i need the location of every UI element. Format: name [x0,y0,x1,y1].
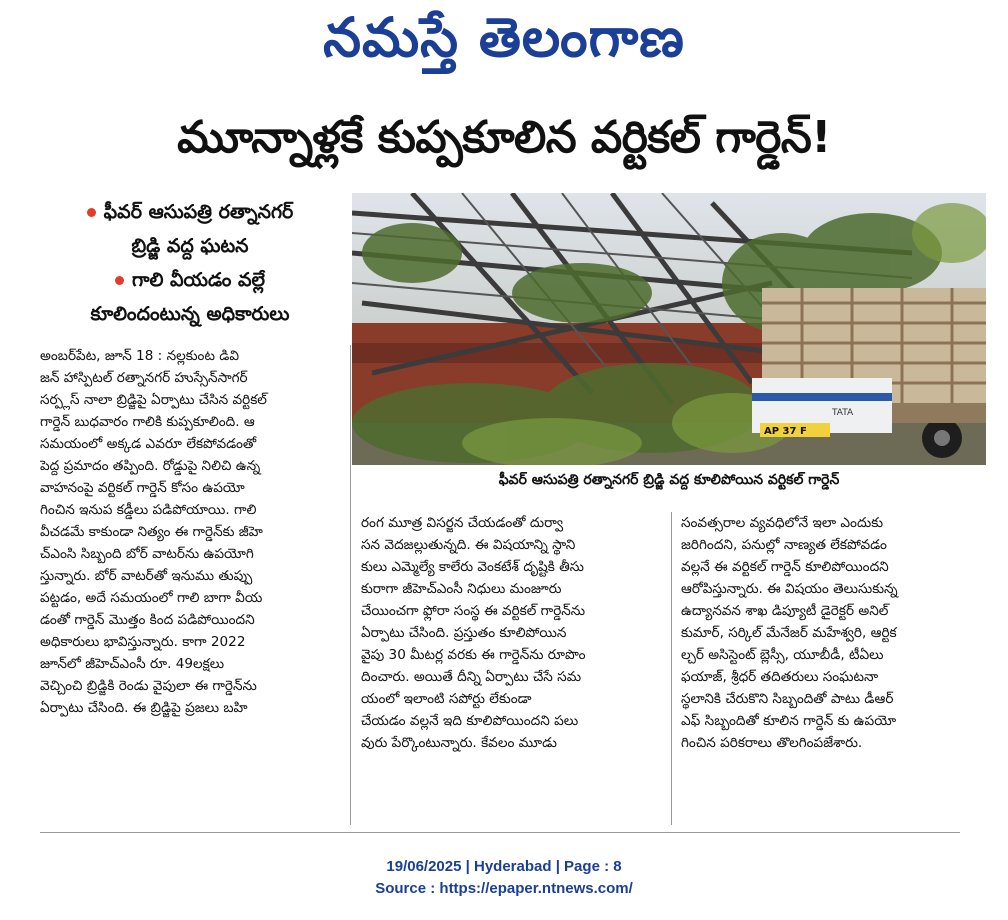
article-line: ఆరోపిస్తున్నారు. ఈ విషయం తెలుసుకున్న [681,581,898,597]
bullet-dot-icon [115,276,124,285]
article-column-3 [681,512,991,754]
article-line: వాహనంపై వర్టికల్ గార్డెన్ కోసం ఉపయో [40,480,245,496]
news-photo [352,193,986,465]
article-line: అధికారులు భావిస్తున్నారు. కాగా 2022 [40,634,246,650]
article-line: కురాగా జీహెచ్‌ఎంసీ నిధులు మంజూరు [361,581,562,597]
article-line: ఫయాజ్, శ్రీధర్ తదితరులు సంఘటనా [681,669,879,685]
article-line: రంగ మూత్ర విసర్జన చేయడంతో దుర్వా [361,515,564,531]
article-line: డంతో గార్డెన్ మొత్తం కింద పడిపోయిందని [40,612,255,628]
article-line: వల్లనే ఈ వర్టికల్ గార్డెన్ కూలిపోయిందని [681,559,889,575]
article-line: ల్చర్ అసిస్టెంట్ బ్లెస్సీ, యూబీడీ, టీఏలు [681,647,884,663]
article-line: ఏర్పాటు చేసింది. ప్రస్తుతం కూలిపోయిన [361,625,567,641]
bullet-item [40,263,340,331]
article-line: జరిగిందని, పనుల్లో నాణ్యత లేకపోవడం [681,537,887,553]
article-line: స్థలానికి చేరుకొని సిబ్బందితో పాటు డీఆర్ [681,691,894,707]
headline [0,100,1008,186]
article-line: జూన్‌లో జీహెచ్‌ఎంసీ రూ. 49లక్షలు [40,656,225,672]
article-line: చేయించగా ఫ్లోరా సంస్థ ఈ వర్టికల్ గార్డెన్‌ను [361,603,586,619]
article-line: వైపు 30 మీటర్ల వరకు ఈ గార్డెన్‌ను రూపొం [361,647,586,663]
article-line: వురు పేర్కొంటున్నారు. కేవలం మూడు [361,735,557,751]
article-line: పట్టడం, అదే సమయంలో గాలి బాగా వీయ [40,590,263,606]
article-line: సమయంలో అక్కడ ఎవరూ లేకపోవడంతో [40,436,257,452]
bullet-line: గాలి వీయడం వల్లే [132,269,265,291]
bullet-dot-icon [87,208,96,217]
article-line: గించిన పరికరాలు తొలగింపజేశారు. [681,735,863,751]
subheadline-bullets [40,195,340,331]
bullet-line: ఫీవర్ ఆసుపత్రి రత్నానగర్ [103,201,294,223]
footer-dateline: 19/06/2025 | Hyderabad | Page : 8 [386,858,622,875]
footer-source: Source : https://epaper.ntnews.com/ [375,880,633,897]
photo-caption [352,466,986,496]
headline-text: మూన్నాళ్లకే కుప్పకూలిన వర్టికల్ గార్డెన్! [177,112,831,163]
truck-plate-text: AP 37 F [764,426,807,437]
article-line: చ్‌ఎంసి సిబ్బంది బోర్ వాటర్‌ను ఉపయోగి [40,546,254,562]
article-line: దించారు. అయితే దీన్ని ఏర్పాటు చేసే సమ [361,669,582,685]
article-line: సర్ప్లస్ నాలా బ్రిడ్జిపై ఏర్పాటు చేసిన వర్టికల్ [40,392,267,408]
bullet-item [40,195,340,263]
article-line: కులు ఎమ్మెల్యే కాలేరు వెంకటేశ్ దృష్టికి తీసు [361,559,584,575]
article-line: సన వెదజల్లుతున్నది. ఈ విషయాన్ని స్థాని [361,537,576,553]
article-line: వెచ్చించి బ్రిడ్జికి రెండు వైపులా ఈ గార్డెన్‌ను [40,678,257,694]
photo-caption-text: ఫీవర్ ఆసుపత్రి రత్నానగర్ బ్రిడ్జి వద్ద కూలిపోయిన వర్టికల్ గార్డెన్ [498,471,840,488]
article-line: అంబర్‌పేట, జూన్ 18 : నల్లకుంట డివి [40,348,239,364]
article-line: కుమార్, సర్కిల్ మేనేజర్ మహేశ్వరి, ఆర్టిక [681,625,897,641]
bullet-line: బ్రిడ్జి వద్ద ఘటన [131,235,249,257]
article-line: చేయడం వల్లనే ఇది కూలిపోయిందని పలు [361,713,579,729]
masthead-title: నమస్తే తెలంగాణ [323,5,685,69]
article-line: జన్ హాస్పిటల్ రత్నానగర్ హుస్సేన్‌సాగర్ [40,370,248,386]
article-line: ఏర్పాటు చేసింది. ఈ బ్రిడ్జిపై ప్రజలు బహి [40,700,248,716]
column-divider [671,512,672,825]
bullet-line: కూలిందంటున్న అధికారులు [90,303,290,325]
article-line: స్తున్నారు. బోర్ వాటర్‌తో ఇనుము తుప్పు [40,568,253,584]
article-column-2 [361,512,661,754]
article-line: గించిన ఇనుప కడ్డీలు పడిపోయాయి. గాలి [40,502,257,518]
footer-divider [40,832,960,833]
article-line: యంలో ఇలాంటి సపోర్టు లేకుండా [361,691,532,707]
article-line: ఉద్యానవన శాఖ డిప్యూటీ డైరెక్టర్ అనిల్ [681,603,889,619]
column-divider [350,345,351,825]
article-line: సంవత్సరాల వ్యవధిలోనే ఇలా ఎందుకు [681,515,884,531]
masthead-logo [0,6,1008,82]
article-line: పెద్ద ప్రమాదం తప్పింది. రోడ్డుపై నిలిచి ఉన్న [40,458,261,474]
article-line: వీచడమే కాకుండా నిత్యం ఈ గార్డెన్‌కు జీహె [40,524,263,540]
article-column-1 [40,345,340,719]
article-line: గార్డెన్ బుధవారం గాలికి కుప్పకూలింది. ఆ [40,414,255,430]
article-line: ఎఫ్ సిబ్బందితో కూలిన గార్డెన్ కు ఉపయో [681,713,897,729]
truck-brand-text: TATA [832,408,854,418]
